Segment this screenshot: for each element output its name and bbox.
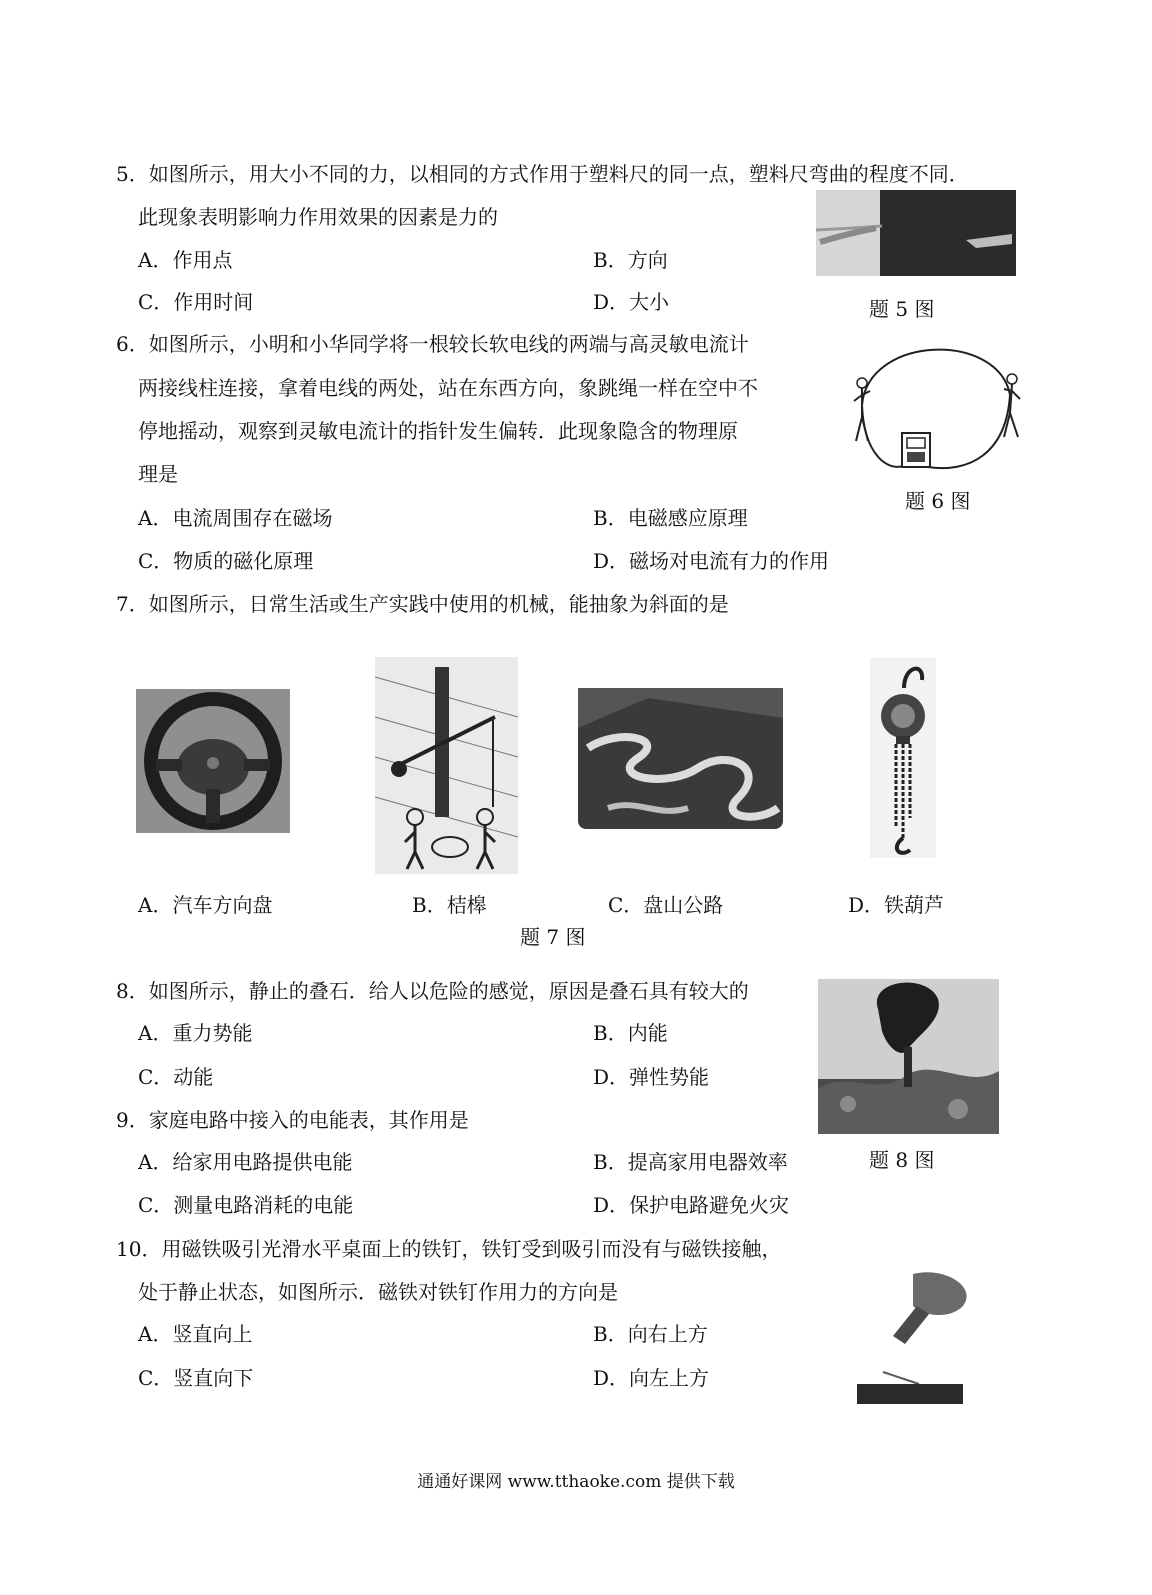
q5-option-c: C．作用时间 <box>138 290 254 314</box>
q10-option-b: B．向右上方 <box>593 1322 708 1346</box>
q8-figure-balancing-rock <box>818 979 999 1134</box>
q10-stem-line-2: 处于静止状态，如图所示．磁铁对铁钉作用力的方向是 <box>138 1280 618 1304</box>
q6-option-b: B．电磁感应原理 <box>593 506 748 530</box>
q9-option-d: D．保护电路避免火灾 <box>593 1193 790 1217</box>
q6-option-c: C．物质的磁化原理 <box>138 549 314 573</box>
page-footer: 通通好课网 www.tthaoke.com 提供下载 <box>417 1472 735 1492</box>
q8-stem-line-1: 8．如图所示，静止的叠石．给人以危险的感觉，原因是叠石具有较大的 <box>116 979 749 1003</box>
q8-option-c: C．动能 <box>138 1065 214 1089</box>
q5-figure-ruler-photo <box>816 190 1016 276</box>
q9-option-a: A．给家用电路提供电能 <box>138 1150 353 1174</box>
q10-figure-magnet-nail <box>853 1266 978 1408</box>
q6-stem-line-4: 理是 <box>138 462 178 486</box>
q10-stem-line-1: 10．用磁铁吸引光滑水平桌面上的铁钉，铁钉受到吸引而没有与磁铁接触， <box>116 1237 782 1261</box>
q6-option-d: D．磁场对电流有力的作用 <box>593 549 830 573</box>
q7-option-a: A．汽车方向盘 <box>138 893 273 917</box>
q10-option-a: A．竖直向上 <box>138 1322 253 1346</box>
q7-figure-well-sweep <box>375 657 518 874</box>
q5-figure-caption: 题 5 图 <box>869 297 935 321</box>
q7-option-c: C．盘山公路 <box>608 893 724 917</box>
q9-stem-line-1: 9．家庭电路中接入的电能表，其作用是 <box>116 1108 469 1132</box>
q5-stem-line-1: 5．如图所示，用大小不同的力，以相同的方式作用于塑料尺的同一点，塑料尺弯曲的程度不同． <box>116 162 969 186</box>
q5-option-d: D．大小 <box>593 290 670 314</box>
q7-figure-caption: 题 7 图 <box>520 925 586 949</box>
q6-option-a: A．电流周围存在磁场 <box>138 506 333 530</box>
q7-option-b: B．桔槔 <box>412 893 487 917</box>
q8-option-a: A．重力势能 <box>138 1021 253 1045</box>
q7-figure-chain-hoist <box>870 658 936 858</box>
q10-option-c: C．竖直向下 <box>138 1366 254 1390</box>
q6-figure-jump-rope-wire <box>848 345 1024 480</box>
q7-figure-mountain-road <box>578 688 783 829</box>
q5-option-a: A．作用点 <box>138 248 233 272</box>
q10-option-d: D．向左上方 <box>593 1366 710 1390</box>
q6-figure-caption: 题 6 图 <box>905 489 971 513</box>
q9-option-b: B．提高家用电器效率 <box>593 1150 788 1174</box>
q6-stem-line-2: 两接线柱连接，拿着电线的两处，站在东西方向，象跳绳一样在空中不 <box>138 376 758 400</box>
q5-option-b: B．方向 <box>593 248 668 272</box>
q7-figure-steering-wheel <box>136 689 290 833</box>
q8-figure-caption: 题 8 图 <box>869 1148 935 1172</box>
q8-option-d: D．弹性势能 <box>593 1065 710 1089</box>
q8-option-b: B．内能 <box>593 1021 668 1045</box>
q9-option-c: C．测量电路消耗的电能 <box>138 1193 354 1217</box>
q7-option-d: D．铁葫芦 <box>848 893 945 917</box>
q7-stem-line-1: 7．如图所示，日常生活或生产实践中使用的机械，能抽象为斜面的是 <box>116 592 729 616</box>
q5-stem-line-2: 此现象表明影响力作用效果的因素是力的 <box>138 205 498 229</box>
q6-stem-line-3: 停地摇动，观察到灵敏电流计的指针发生偏转．此现象隐含的物理原 <box>138 419 738 443</box>
q6-stem-line-1: 6．如图所示，小明和小华同学将一根较长软电线的两端与高灵敏电流计 <box>116 332 749 356</box>
